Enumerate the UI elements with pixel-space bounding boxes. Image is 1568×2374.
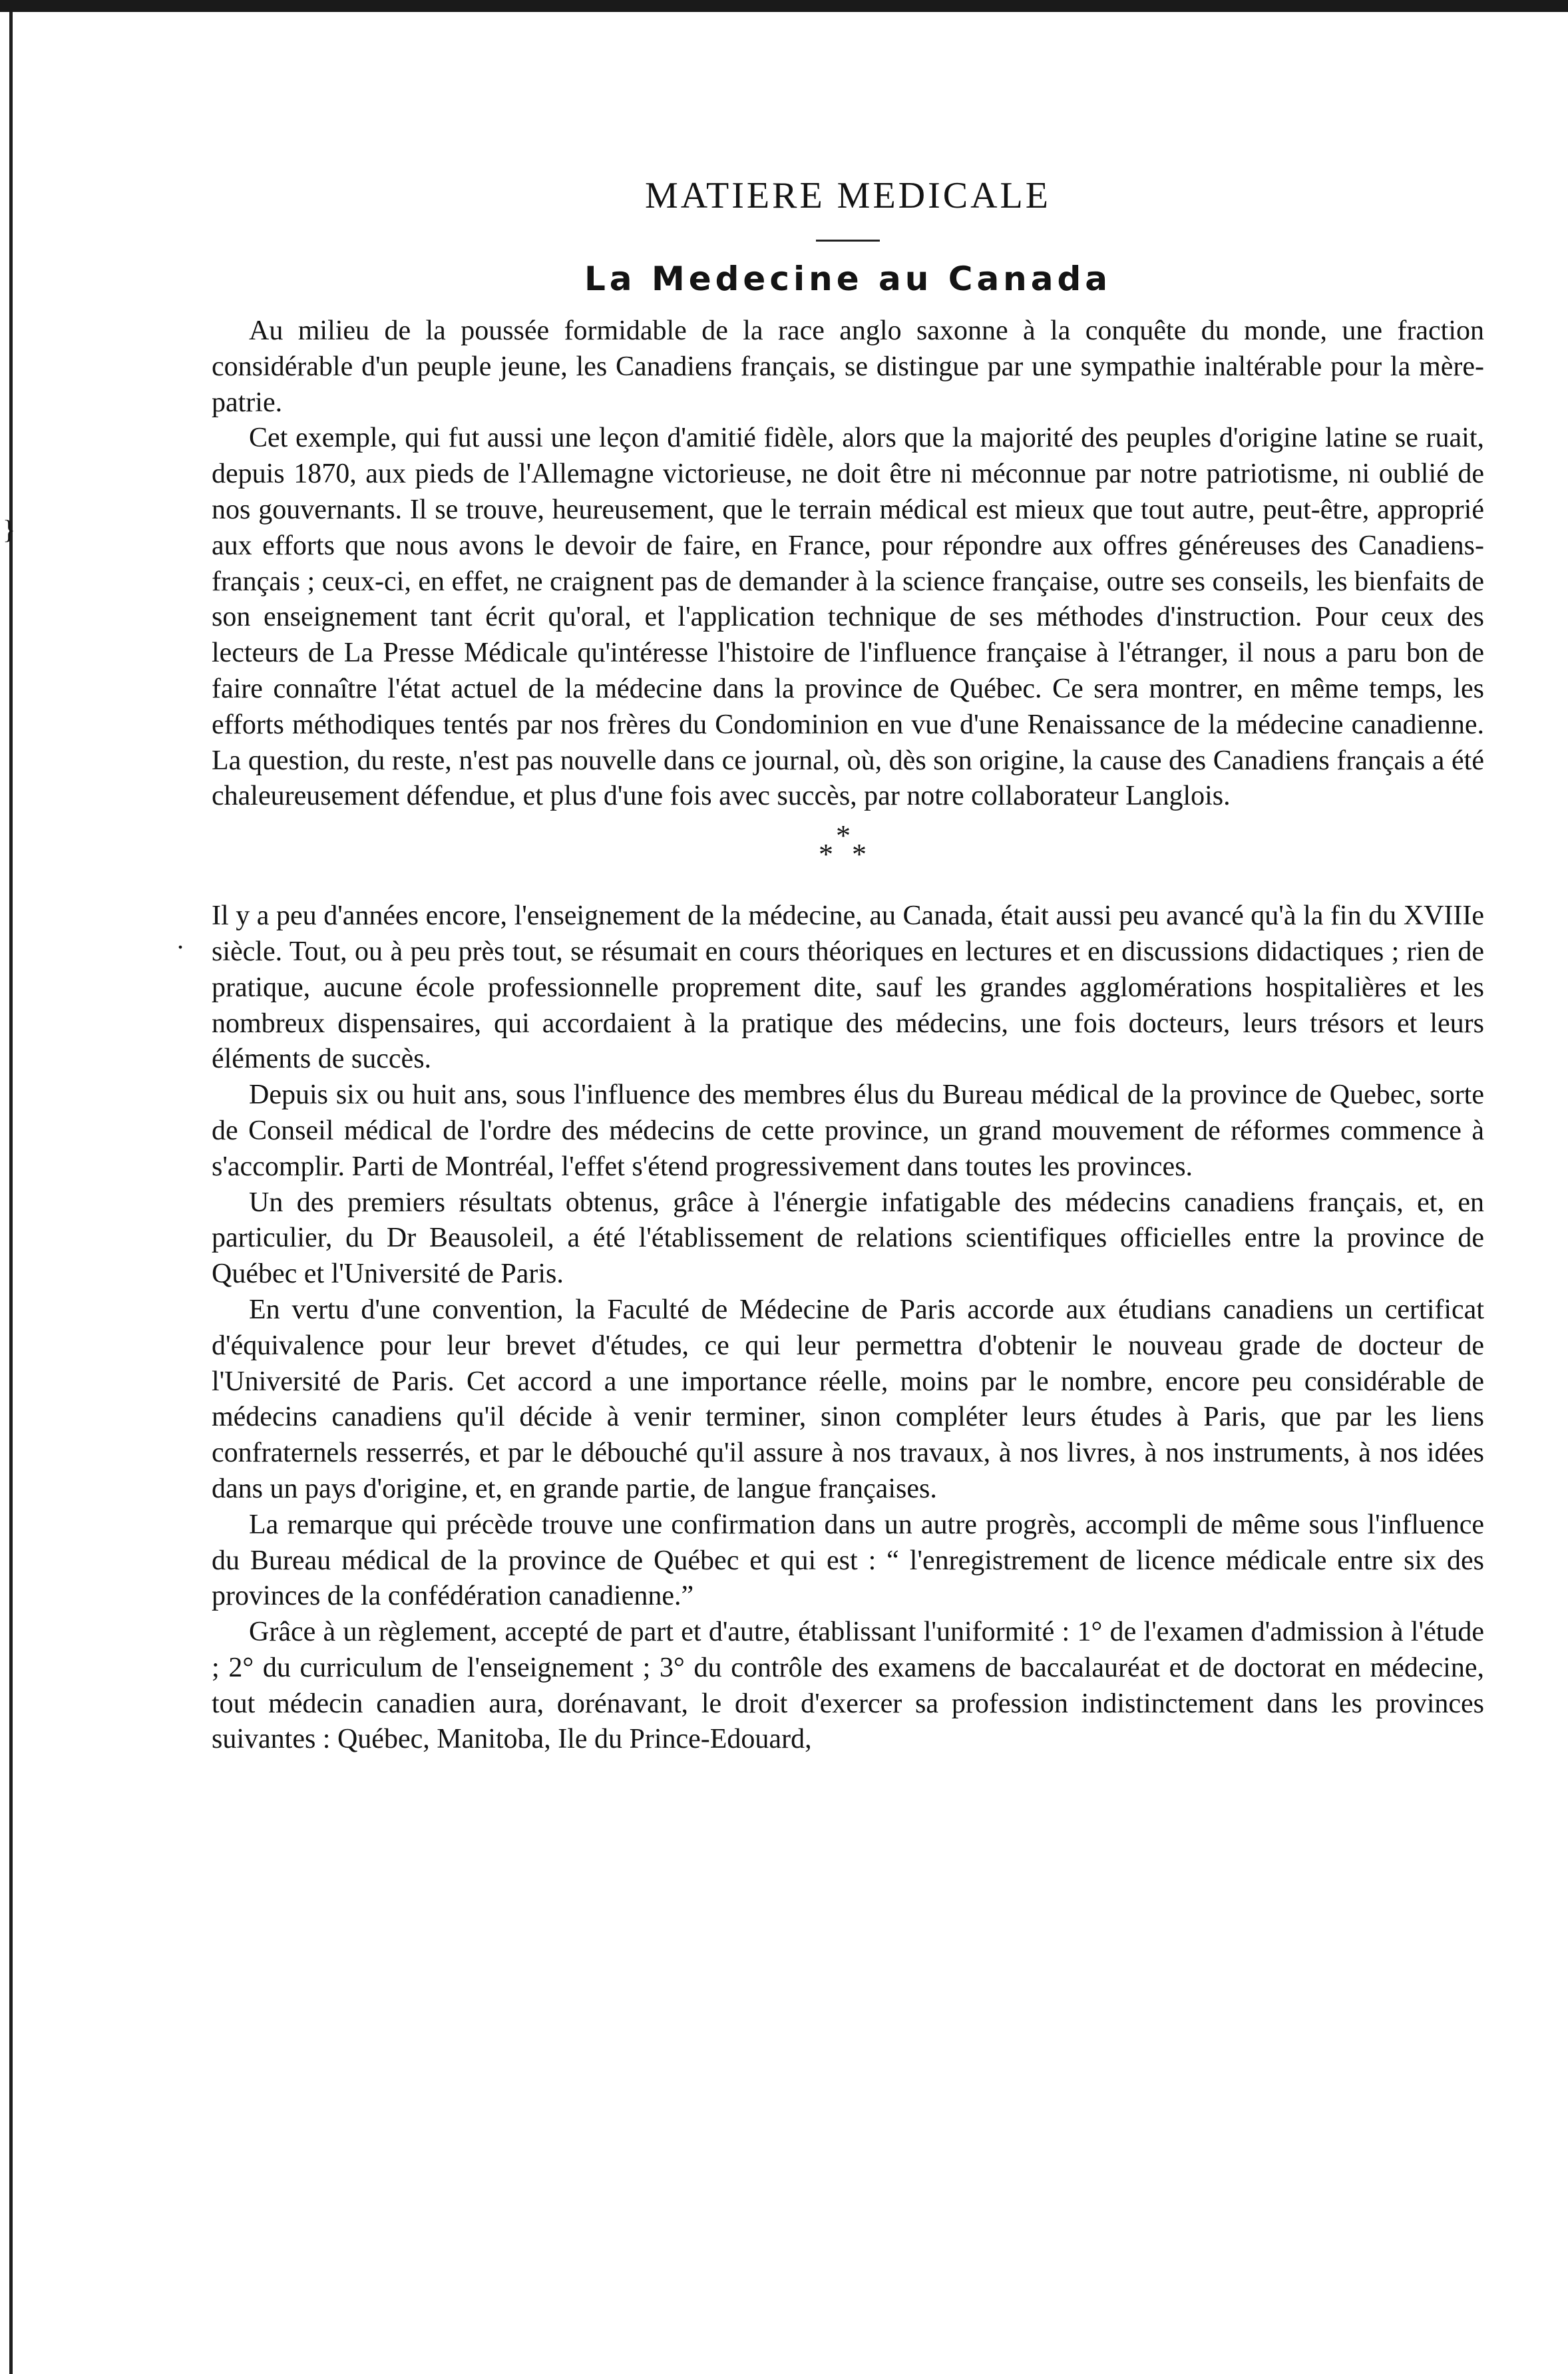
margin-dot-mark: . [177, 924, 184, 954]
paragraph: La remarque qui précède trouve une confirmation dans un autre progrès, accompli de même sous l'influence du Bureau médical de la province de Québec et qui est : “ l'enregistrement de licence médicale entre six des provinces de la confédération canadienne.” [212, 1509, 1484, 1612]
asterisk: * [836, 819, 851, 853]
article-body [212, 313, 1484, 1758]
section-title: MATIERE MEDICALE [645, 175, 1051, 216]
paragraph: Il y a peu d'années encore, l'enseignement de la médecine, au Canada, était aussi peu avancé qu'à la fin du XVIIIe siècle. Tout, ou à peu près tout, se résumait en cours théoriques en lectures et en discussions didactiques ; rien de pratique, aucune école professionnelle proprement dite, sauf les grandes agglomérations hospitalières et les nombreux dispensaires, qui accordaient à la pratique des médecins, une fois docteurs, leurs trésors et leurs éléments de succès. [212, 900, 1484, 1075]
article-title: La Medecine au Canada [584, 260, 1112, 298]
paragraph: Cet exemple, qui fut aussi une leçon d'amitié fidèle, alors que la majorité des peuples d'origine latine se ruait, depuis 1870, aux pieds de l'Allemagne victorieuse, ne doit être ni méconnue par notre patriotisme, ni oublié de nos gouvernants. Il se trouve, heureusement, que le terrain médical est mieux que tout autre, peut-être, approprié aux efforts que nous avons le devoir de faire, en France, pour répondre aux offres généreuses des Canadiens-français ; ceux-ci, en effet, ne craignent pas de demander à la science française, outre ses conseils, les bienfaits de son enseignement tant écrit qu'oral, et l'application technique de ses méthodes d'instruction. Pour ceux des lecteurs de La Presse Médicale qu'intéresse l'histoire de l'influence française à l'étranger, il nous a paru bon de faire connaître l'état actuel de la médecine dans la province de Québec. Ce sera montrer, en même temps, les efforts méthodiques tentés par nos frères du Condominion en vue d'une Renaissance de la médecine canadienne. La question, du reste, n'est pas nouvelle dans ce journal, où, dès son origine, la cause des Canadiens français a été chaleureusement défendue, et plus d'une fois avec succès, par notre collaborateur Langlois. [212, 423, 1484, 812]
document-page [212, 174, 1484, 1758]
asterisk: * [819, 838, 833, 871]
title-separator-rule [816, 240, 880, 242]
left-border-rule [9, 12, 13, 2374]
margin-brace-mark: } [3, 514, 16, 544]
asterisk: * [852, 838, 867, 871]
paragraph: Au milieu de la poussée formidable de la race anglo saxonne à la conquête du monde, une fraction considérable d'un peuple jeune, les Canadiens français, se distingue par une sympathie inaltérable pour la mère-patrie. [212, 315, 1484, 418]
paragraph: En vertu d'une convention, la Faculté de Médecine de Paris accorde aux étudians canadiens un certificat d'équivalence pour leur brevet d'études, ce qui leur permettra d'obtenir le nouveau grade de docteur de l'Université de Paris. Cet accord a une importance réelle, moins par le nombre, encore peu considérable de médecins canadiens qu'il décide à venir terminer, sinon compléter leurs études à Paris, que par les liens confraternels resserrés, et par le débouché qu'il assure à nos travaux, à nos livres, à nos instruments, à nos idées dans un pays d'origine, et, en grande partie, de langue françaises. [212, 1294, 1484, 1504]
paragraph: Un des premiers résultats obtenus, grâce à l'énergie infatigable des médecins canadiens français, et, en particulier, du Dr Beausoleil, a été l'établissement de relations scientifiques officielles entre la province de Québec et l'Université de Paris. [212, 1187, 1484, 1290]
asterism-separator [212, 819, 1484, 880]
top-border-rule [0, 0, 1568, 12]
paragraph: Grâce à un règlement, accepté de part et d'autre, établissant l'uniformité : 1° de l'examen d'admission à l'étude ; 2° du curriculum de l'enseignement ; 3° du contrôle des examens de baccalauréat et de doctorat en médecine, tout médecin canadien aura, dorénavant, le droit d'exercer sa profession indistinctement dans les provinces suivantes : Québec, Manitoba, Ile du Prince-Edouard, [212, 1617, 1484, 1755]
paragraph: Depuis six ou huit ans, sous l'influence des membres élus du Bureau médical de la province de Quebec, sorte de Conseil médical de l'ordre des médecins de cette province, un grand mouvement de réformes commence à s'accomplir. Parti de Montréal, l'effet s'étend progressivement dans toutes les provinces. [212, 1080, 1484, 1182]
